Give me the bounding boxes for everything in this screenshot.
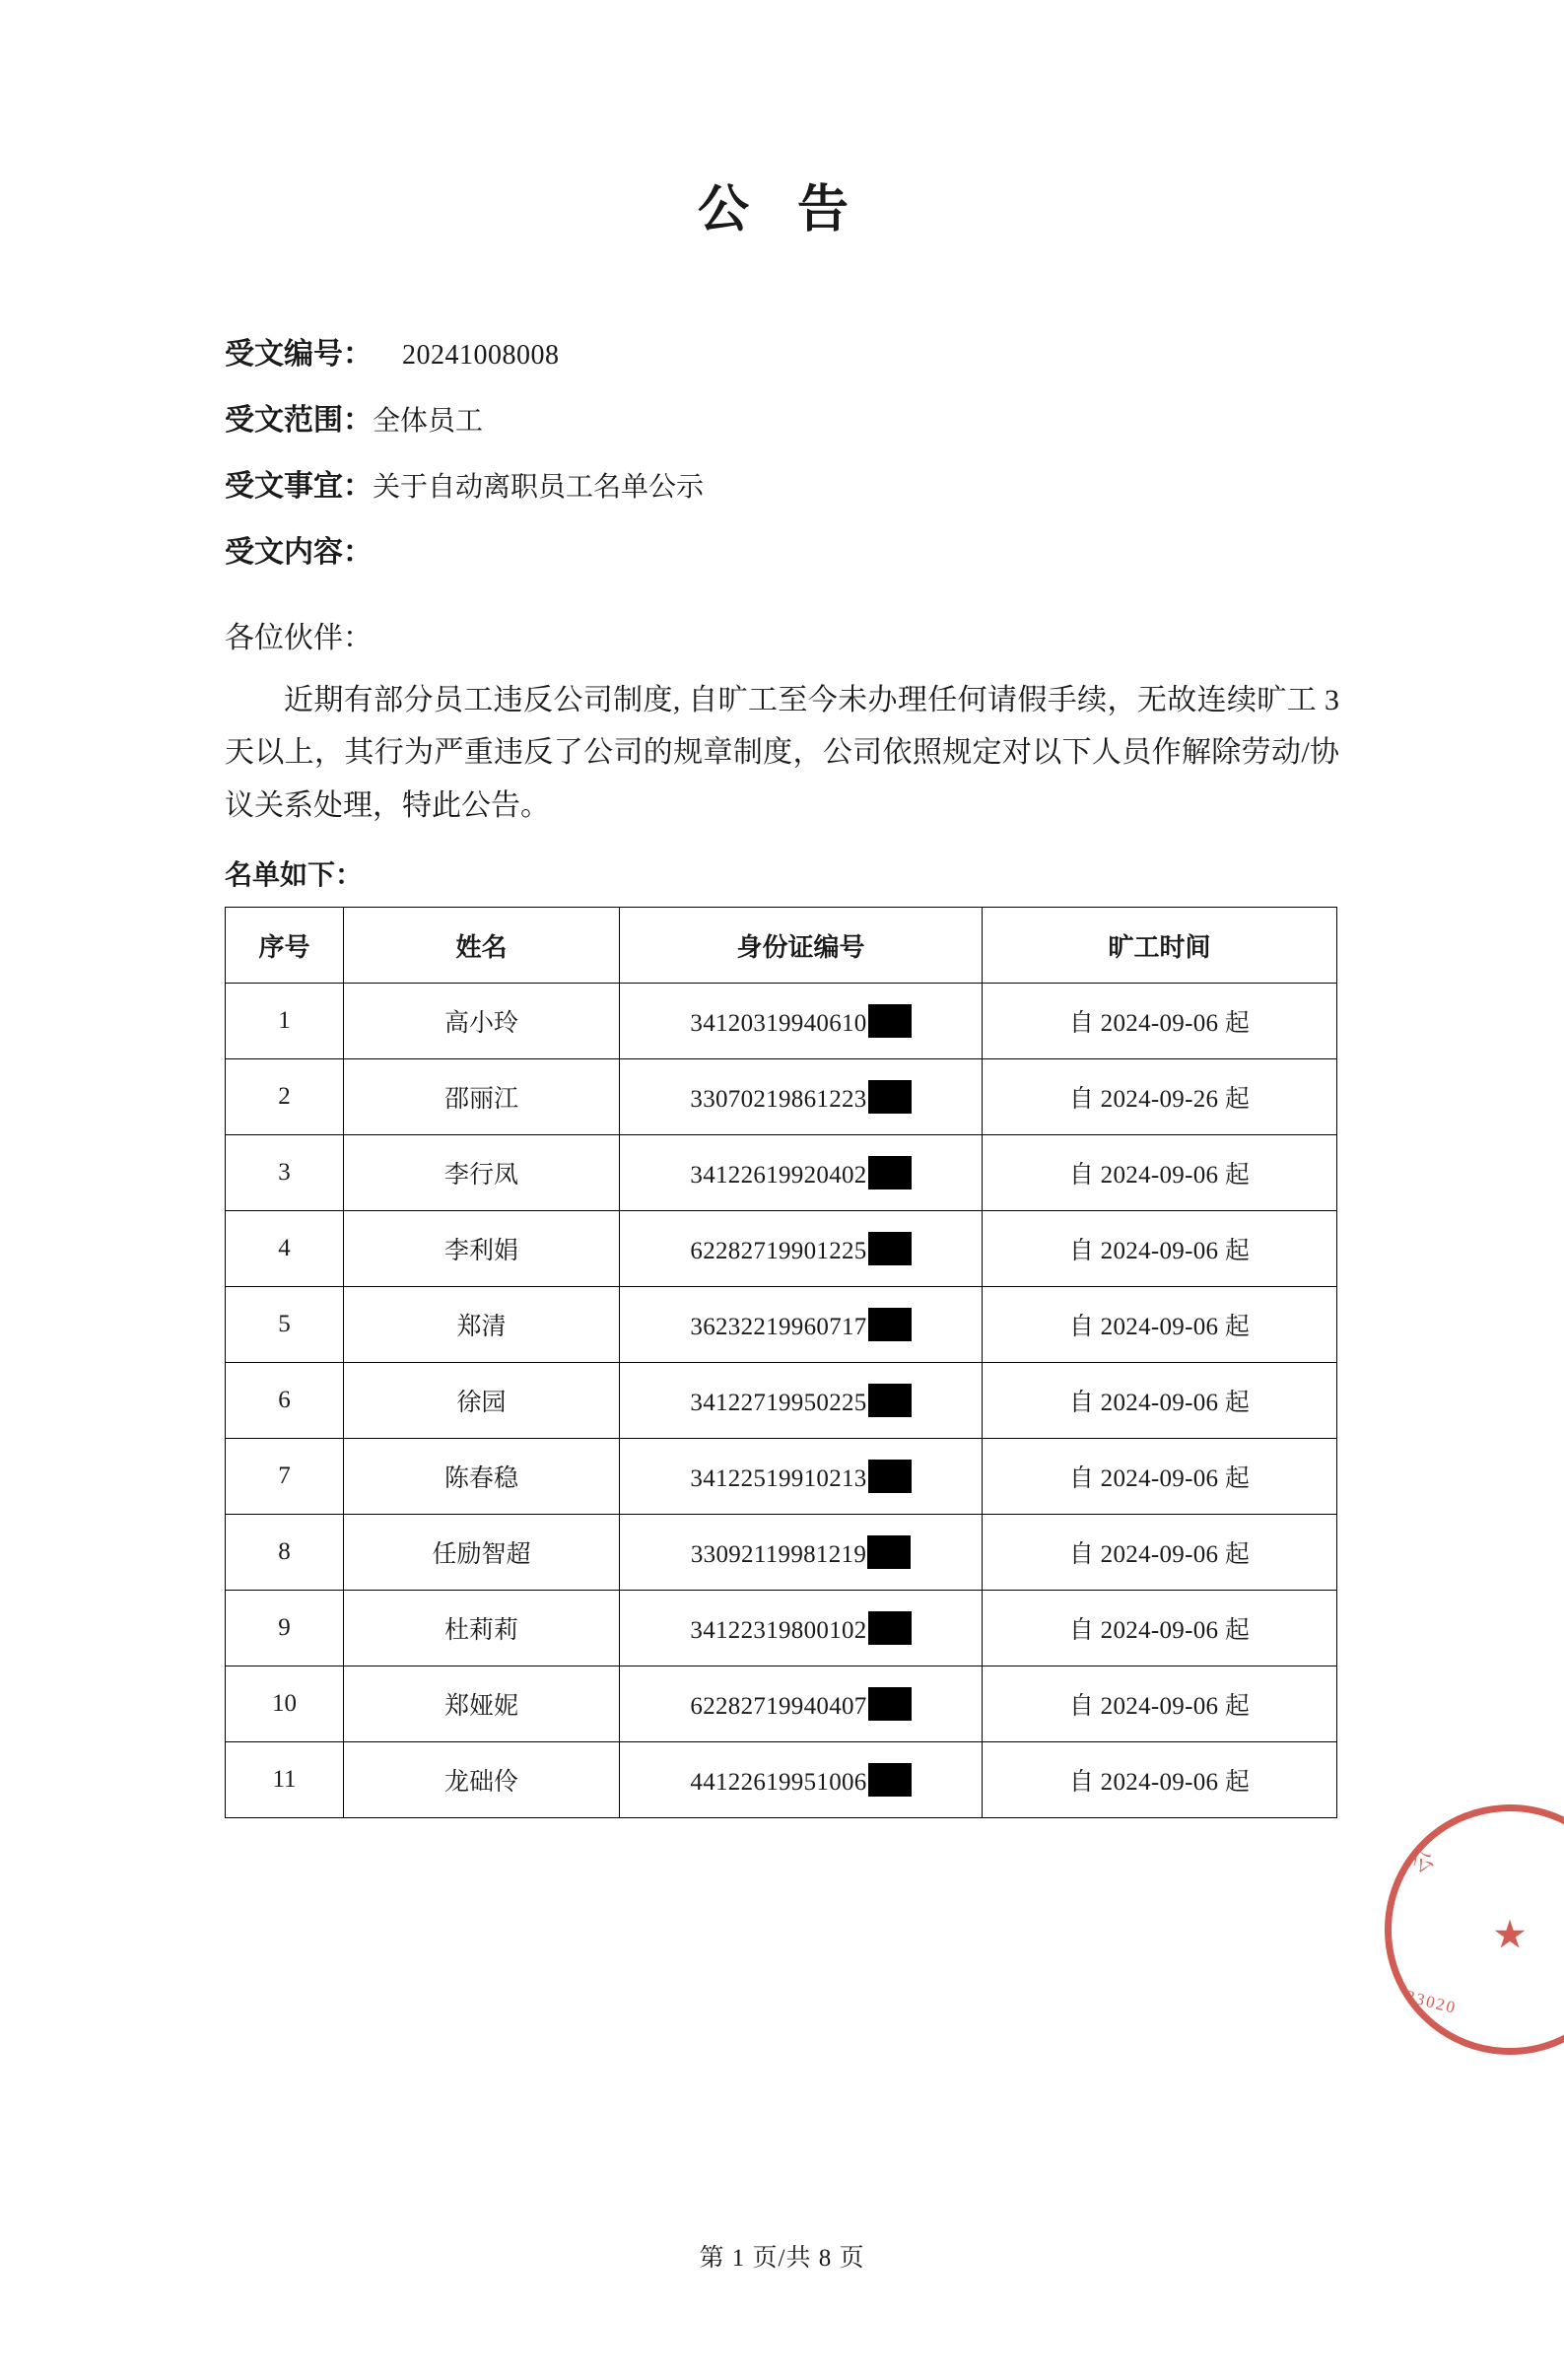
meta-row-subject xyxy=(225,472,1339,502)
meta-label-content: 受文内容： xyxy=(225,536,373,569)
table-row xyxy=(226,1287,1337,1363)
cell-date: 自 2024-09-06 起 xyxy=(983,984,1337,1059)
body-paragraph: 近期有部分员工违反公司制度, 自旷工至今未办理任何请假手续，无故连续旷工 3 天以上，其行为严重违反了公司的规章制度，公司依照规定对以下人员作解除劳动/协议关系处理，特此公告。 xyxy=(225,684,1339,822)
seal-star-icon: ★ xyxy=(1492,1912,1528,1957)
cell-date: 自 2024-09-06 起 xyxy=(983,1135,1337,1211)
cell-id xyxy=(620,1363,983,1439)
cell-index: 1 xyxy=(226,984,344,1059)
cell-id-text: 34122319800102 xyxy=(690,1617,867,1645)
cell-name: 李行凤 xyxy=(344,1135,620,1211)
table-row xyxy=(226,1439,1337,1515)
cell-date: 自 2024-09-06 起 xyxy=(983,1439,1337,1515)
cell-date: 自 2024-09-06 起 xyxy=(983,1591,1337,1666)
meta-value-subject: 关于自动离职员工名单公示 xyxy=(373,472,705,503)
cell-date: 自 2024-09-26 起 xyxy=(983,1059,1337,1135)
meta-label-scope: 受文范围： xyxy=(225,404,373,437)
meta-label-doc-number: 受文编号： xyxy=(225,338,373,371)
redaction-block-icon xyxy=(868,1460,912,1493)
table-row xyxy=(226,984,1337,1059)
cell-index: 11 xyxy=(226,1742,344,1818)
cell-name: 郑娅妮 xyxy=(344,1666,620,1742)
seal-top-text: 公 xyxy=(1407,1844,1440,1878)
table-row xyxy=(226,1059,1337,1135)
table-row xyxy=(226,1211,1337,1287)
cell-date: 自 2024-09-06 起 xyxy=(983,1287,1337,1363)
cell-id-text: 44122619951006 xyxy=(690,1769,867,1797)
cell-name: 徐园 xyxy=(344,1363,620,1439)
company-seal-stamp-icon xyxy=(1385,1804,1564,2055)
cell-date: 自 2024-09-06 起 xyxy=(983,1211,1337,1287)
column-header-id: 身份证编号 xyxy=(620,908,983,984)
meta-block xyxy=(225,340,1339,568)
redaction-block-icon xyxy=(867,1535,911,1569)
cell-id-text: 33070219861223 xyxy=(690,1086,867,1114)
table-header-row xyxy=(226,908,1337,984)
employee-table xyxy=(225,907,1337,1818)
cell-id xyxy=(620,984,983,1059)
redaction-block-icon xyxy=(868,1080,912,1114)
cell-index: 10 xyxy=(226,1666,344,1742)
cell-id-text: 34120319940610 xyxy=(690,1010,867,1038)
cell-id xyxy=(620,1211,983,1287)
column-header-date: 旷工时间 xyxy=(983,908,1337,984)
redaction-block-icon xyxy=(868,1232,912,1265)
table-row xyxy=(226,1363,1337,1439)
table-row xyxy=(226,1591,1337,1666)
cell-id xyxy=(620,1515,983,1591)
cell-id xyxy=(620,1059,983,1135)
redaction-block-icon xyxy=(868,1308,912,1341)
cell-index: 2 xyxy=(226,1059,344,1135)
meta-row-content xyxy=(225,538,1339,568)
cell-index: 4 xyxy=(226,1211,344,1287)
redaction-block-icon xyxy=(868,1611,912,1645)
cell-name: 李利娟 xyxy=(344,1211,620,1287)
column-header-index: 序号 xyxy=(226,908,344,984)
cell-name: 陈春稳 xyxy=(344,1439,620,1515)
table-row xyxy=(226,1742,1337,1818)
cell-name: 高小玲 xyxy=(344,984,620,1059)
cell-id xyxy=(620,1742,983,1818)
meta-row-doc-number xyxy=(225,340,1339,370)
cell-index: 8 xyxy=(226,1515,344,1591)
cell-name: 龙础伶 xyxy=(344,1742,620,1818)
cell-id-text: 62282719940407 xyxy=(690,1693,867,1721)
cell-date: 自 2024-09-06 起 xyxy=(983,1363,1337,1439)
cell-id-text: 34122519910213 xyxy=(690,1465,867,1493)
redaction-block-icon xyxy=(868,1004,912,1038)
cell-id-text: 34122619920402 xyxy=(690,1162,867,1190)
cell-name: 杜莉莉 xyxy=(344,1591,620,1666)
cell-name: 邵丽江 xyxy=(344,1059,620,1135)
cell-id-text: 62282719901225 xyxy=(690,1238,867,1265)
column-header-name: 姓名 xyxy=(344,908,620,984)
cell-date: 自 2024-09-06 起 xyxy=(983,1666,1337,1742)
cell-id xyxy=(620,1287,983,1363)
redaction-block-icon xyxy=(868,1687,912,1721)
cell-name: 郑清 xyxy=(344,1287,620,1363)
cell-id xyxy=(620,1666,983,1742)
cell-id xyxy=(620,1591,983,1666)
redaction-block-icon xyxy=(868,1763,912,1797)
meta-value-doc-number: 20241008008 xyxy=(402,340,560,371)
cell-id-text: 36232219960717 xyxy=(690,1314,867,1341)
cell-index: 3 xyxy=(226,1135,344,1211)
redaction-block-icon xyxy=(868,1156,912,1190)
cell-index: 5 xyxy=(226,1287,344,1363)
meta-label-subject: 受文事宜： xyxy=(225,470,373,503)
page-footer: 第 1 页/共 8 页 xyxy=(699,2245,865,2272)
cell-date: 自 2024-09-06 起 xyxy=(983,1515,1337,1591)
table-row xyxy=(226,1515,1337,1591)
cell-index: 6 xyxy=(226,1363,344,1439)
meta-row-scope xyxy=(225,406,1339,436)
cell-id xyxy=(620,1135,983,1211)
document-page xyxy=(0,168,1564,2380)
cell-id xyxy=(620,1439,983,1515)
cell-index: 7 xyxy=(226,1439,344,1515)
seal-inner xyxy=(1392,1811,1564,2048)
cell-id-text: 33092119981219 xyxy=(690,1541,867,1569)
meta-value-scope: 全体员工 xyxy=(373,406,484,437)
cell-name: 任励智超 xyxy=(344,1515,620,1591)
seal-bottom-text: 33020 xyxy=(1403,1986,1460,2018)
redaction-block-icon xyxy=(868,1384,912,1417)
cell-index: 9 xyxy=(226,1591,344,1666)
cell-id-text: 34122719950225 xyxy=(690,1390,867,1417)
list-intro: 名单如下： xyxy=(225,860,364,892)
page-title: 公 告 xyxy=(697,182,866,238)
salutation: 各位伙伴： xyxy=(225,622,373,654)
cell-date: 自 2024-09-06 起 xyxy=(983,1742,1337,1818)
table-row xyxy=(226,1666,1337,1742)
table-row xyxy=(226,1135,1337,1211)
